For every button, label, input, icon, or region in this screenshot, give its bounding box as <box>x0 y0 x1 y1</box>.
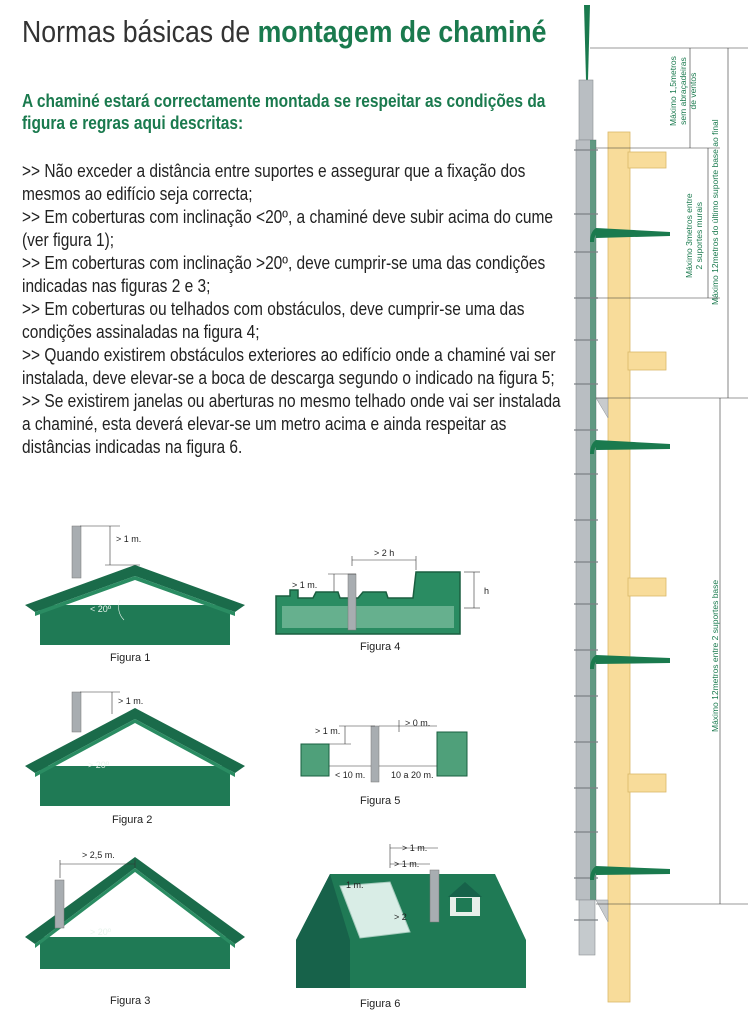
note-last-support: Máximo 12metros do último suporte base ao final <box>710 119 720 305</box>
figure-2-illustration <box>20 686 250 811</box>
fig6-height-top-label: > 1 m. <box>402 843 428 853</box>
fig4-obstacle-label: h <box>484 586 490 596</box>
figure-5-illustration <box>295 706 480 784</box>
fig5-height-left-label: > 1 m. <box>315 726 341 736</box>
note-middle <box>684 193 704 278</box>
fig2-wall <box>40 766 230 806</box>
rule-item: >> Em coberturas ou telhados com obstáculos, deve cumprir-se uma das condições assinaladas na figura 4; <box>22 299 525 342</box>
fig2-chimney <box>72 692 81 732</box>
fig5-height-right-label: > 0 m. <box>405 718 431 728</box>
title-plain: Normas básicas de <box>22 14 258 49</box>
figure-2-label: Figura 2 <box>112 814 153 826</box>
figure-4-illustration <box>268 546 493 638</box>
rule-item: >> Não exceder a distância entre suportes e assegurar que a fixação dos mesmos ao edifício seja correcta; <box>22 161 526 204</box>
rule-item: >> Em coberturas com inclinação >20º, deve cumprir-se uma das condições indicadas nas figuras 2 e 3; <box>22 253 546 296</box>
fig5-dist-left-label: < 10 m. <box>335 770 366 780</box>
fig4-chimney <box>348 574 356 630</box>
page-title <box>22 14 546 50</box>
note-top-line: Máximo 1,5metros <box>668 56 678 126</box>
fig1-angle-label: < 20º <box>90 604 112 614</box>
figure-3-illustration <box>20 842 250 972</box>
figure-5-label: Figura 5 <box>360 795 401 807</box>
fig6-window-height-label: 1 m. <box>346 880 364 890</box>
fig5-chimney <box>371 726 379 782</box>
fig3-chimney <box>55 880 64 928</box>
rule-item: >> Quando existirem obstáculos exteriores ao edifício onde a chaminé vai ser instalada, deve elevar-se a boca de descarga segundo o indicado na figura 5; <box>22 345 556 388</box>
note-base: Máximo 12metros entre 2 suportes base <box>710 579 720 732</box>
title-highlight: montagem de chaminé <box>257 14 547 49</box>
chimney-installation-diagram <box>560 0 750 1032</box>
note-middle-line: Máximo 3metros entre <box>684 193 694 278</box>
figure-1-label: Figura 1 <box>110 652 151 664</box>
fig4-height-label: > 1 m. <box>292 580 318 590</box>
fig6-chimney <box>430 870 439 922</box>
fig1-height-label: > 1 m. <box>116 534 142 544</box>
fig1-chimney <box>72 526 81 578</box>
fig3-distance-label: > 2,5 m. <box>82 850 115 860</box>
figure-1-illustration <box>20 520 250 650</box>
note-top-line: sem abraçadeiras <box>678 57 688 125</box>
fig3-wall <box>40 937 230 969</box>
chimney-pipe-top <box>579 80 593 140</box>
rule-item: >> Em coberturas com inclinação <20º, a chaminé deve subir acima do cume (ver figura 1); <box>22 207 553 250</box>
fig5-left-obstacle <box>301 744 329 776</box>
note-top-line: de ventos <box>688 72 698 110</box>
fig6-window-dist-label: > 2 <box>394 912 407 922</box>
figure-6-label: Figura 6 <box>360 998 401 1010</box>
fig4-distance-label: > 2 h <box>374 548 395 558</box>
figure-3-label: Figura 3 <box>110 995 151 1007</box>
fig2-height-label: > 1 m. <box>118 696 144 706</box>
figure-6-illustration <box>290 840 530 990</box>
subtitle: A chaminé estará correctamente montada se respeitar as condições da figura e regras aqui descritas: <box>22 91 546 133</box>
fig1-wall <box>40 605 230 645</box>
note-middle-line: 2 suportes murais <box>694 201 704 270</box>
rules-list <box>22 160 572 459</box>
rule-item: >> Se existirem janelas ou aberturas no mesmo telhado onde vai ser instalada a chaminé, esta deverá elevar-se um metro acima e ainda respeitar as distâncias indicadas na figura 6. <box>22 391 561 457</box>
fig3-angle-label: > 20º <box>90 927 112 937</box>
fig5-dist-right-label: 10 a 20 m. <box>391 770 434 780</box>
fig2-angle-label: > 20º <box>88 760 110 770</box>
fig6-height-second-label: > 1 m. <box>394 859 420 869</box>
note-top <box>668 56 698 126</box>
fig5-right-obstacle <box>437 732 467 776</box>
figure-4-label: Figura 4 <box>360 641 401 653</box>
